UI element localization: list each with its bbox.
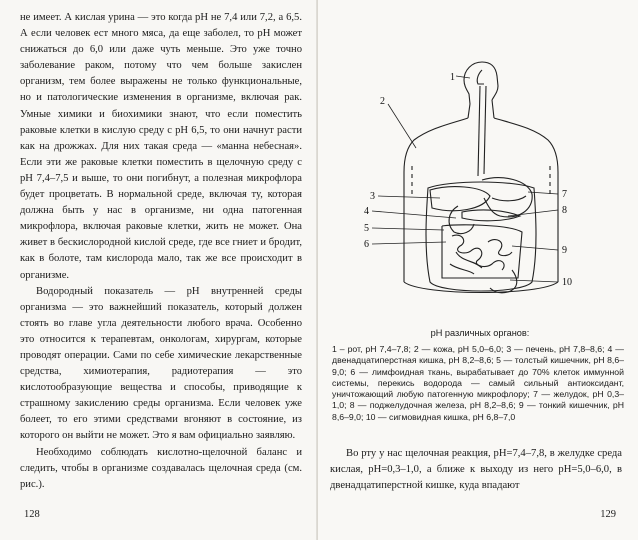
figure-caption-body: 1 – рот, pH 7,4–7,8; 2 — кожа, pH 5,0–6,0; 3 — печень, pH 7,8–8,6; 4 — двенадцатиперстная кишка, pH 8,2–8,6; 5 — толстый кишечник, pH 8,6–9,0; 6 — лимфоидная ткань, вырабатывает до 70% клеток иммунной системы, перекись водорода — самый сильный антиоксидант, уничтожающий любую патогенную микрофлору; 7 — желудок, pH 0,3–1,0; 8 — поджелудочная железа, pH 8,2–8,6; 9 — тонкий кишечник, pH 8,6–9,0; 10 — сигмовидная кишка, pH 6,8–7,0: [332, 344, 624, 422]
right-page: [318, 0, 638, 540]
page-number-left: 128: [24, 509, 40, 520]
left-page: [0, 0, 318, 540]
figure-label-2: 2: [380, 96, 385, 107]
paragraph-3: Необходимо соблюдать кислотно-щелочной баланс и следить, чтобы в организме создавалась щелочная среда (см. рис.).: [20, 446, 302, 490]
paragraph-2: Водородный показатель — pH внутренней среды организма — это важнейший показатель, который должен стоять во главе угла деятельности любого врача. Особенно это относится к терапевтам, онкологам, хирургам, которые проводят операции. Сами по себе химические лекарственные средства, химиотерапия, радиотерапия — это кислотообразующие вещества и способы, приводящие к страшному закислению среды организма. Если человек уже болеет, то его этими средствами вгоняют в состояние, из которого он выйти не может. Это я вам официально заявляю.: [20, 285, 302, 442]
figure-caption-title: pH различных органов:: [430, 328, 530, 338]
right-paragraph: Во рту у нас щелочная реакция, pH=7,4–7,8, в желудке среда кислая, pH=0,3–1,0, а ближе к выходу из него pH=5,0–6,0, в двенадцатиперстной кишке, куда впадают: [330, 448, 622, 492]
figure-label-1: 1: [450, 72, 455, 83]
figure-label-3: 3: [370, 191, 375, 202]
left-page-body: [20, 10, 302, 493]
paragraph-1: не имеет. А кислая урина — это когда pH не 7,4 или 7,2, а 6,5. А если человек ест много мяса, да еще заболел, то pH может снижаться до 6,0 или даже чуть меньше. Это уже точно заболевание раком, потому что чем больше закислен организм, тем более выражены не только функциональные, но и патологические изменения в организме, включая рак. Умные химики и биохимики знают, что если поместить раковые клетки в кислую среду с pH 6,5, то они начнут расти как на дрожжах. Для них такая среда — «манна небесная». Если эти же раковые клетки поместить в щелочную среду с pH 7,4–7,5 и выше, то они погибнут, а полезная микрофлора будет процветать. В нормальной среде, включая ту, которая должна быть у нас в организме, ни одна патогенная микрофлора, включая раковые клетки, жить не может. Она живет в бескислородной кислой среде, где все гниет и бродит, как в болоте, там кислорода мало, так же все происходит в организме.: [20, 12, 302, 281]
figure-label-4: 4: [364, 206, 369, 217]
figure-label-8: 8: [562, 205, 567, 216]
right-page-body: [330, 446, 622, 494]
anatomy-figure: [332, 56, 622, 316]
figure-label-10: 10: [562, 277, 572, 288]
figure-label-9: 9: [562, 245, 567, 256]
torso-organs-illustration: [332, 56, 622, 316]
figure-label-7: 7: [562, 189, 567, 200]
figure-label-6: 6: [364, 239, 369, 250]
page-number-right: 129: [600, 509, 616, 520]
figure-label-5: 5: [364, 223, 369, 234]
